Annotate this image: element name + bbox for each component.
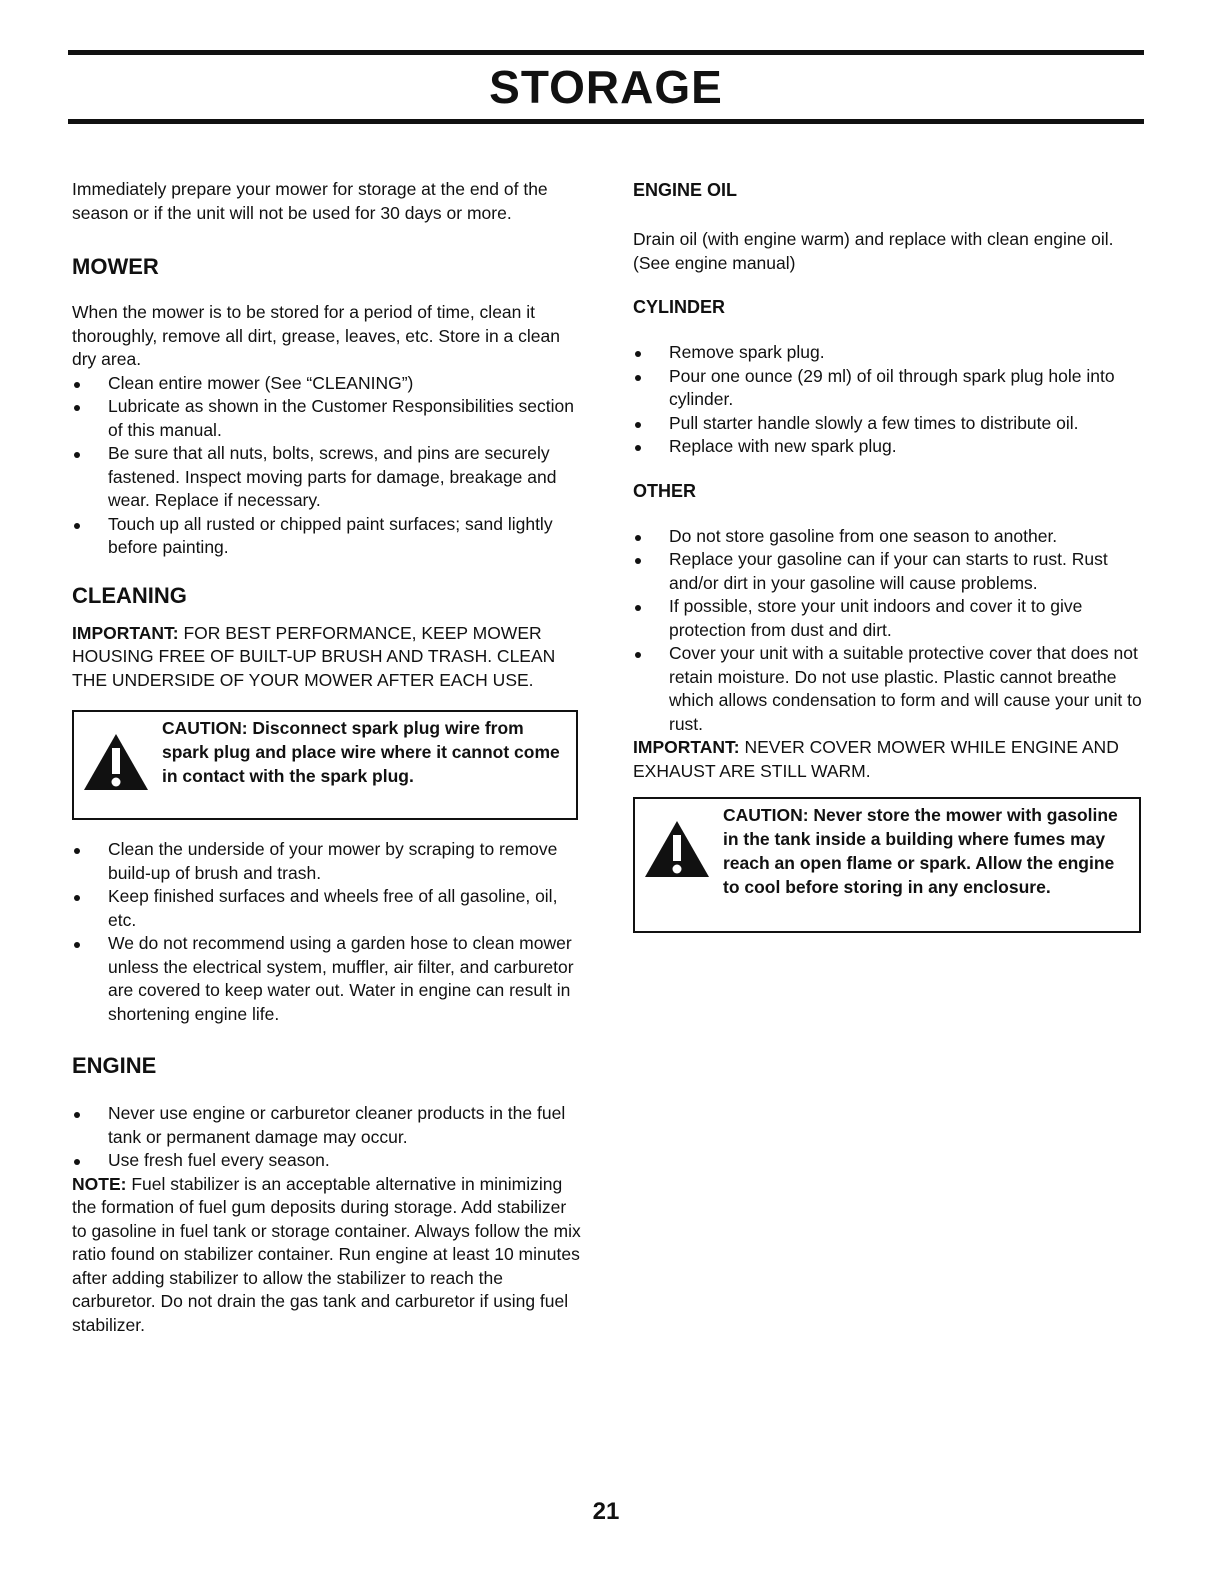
list-item: Remove spark plug. bbox=[633, 341, 1145, 365]
note-text: Fuel stabilizer is an acceptable alternative in minimizing the formation of fuel gum deposits during storage. Add stabilizer to gasoline in fuel tank or storage container. Always follow the mix ratio found on stabilizer container. Run engine at least 10 minutes after adding stabilizer to allow the stabilizer to reach the carburetor. Do not drain the gas tank and carburetor if using fuel stabilizer. bbox=[72, 1173, 581, 1335]
important-text: NEVER COVER MOWER WHILE ENGINE AND EXHAUST ARE STILL WARM. bbox=[633, 737, 1119, 781]
mower-heading: MOWER bbox=[72, 254, 159, 279]
cleaning-heading: CLEANING bbox=[72, 582, 187, 608]
engine-oil-heading: ENGINE OIL bbox=[633, 180, 738, 200]
page-title: STORAGE bbox=[489, 61, 723, 113]
warning-triangle-icon bbox=[643, 803, 723, 886]
list-item: Replace with new spark plug. bbox=[633, 435, 1145, 459]
engine-list bbox=[72, 1102, 582, 1173]
important-label: IMPORTANT: bbox=[633, 737, 740, 757]
list-item: Pour one ounce (29 ml) of oil through spark plug hole into cylinder. bbox=[633, 365, 1145, 412]
list-item: We do not recommend using a garden hose to clean mower unless the electrical system, muffler, air filter, and carburetor are covered to keep water out. Water in engine can result in shortening engine life. bbox=[72, 932, 582, 1026]
other-heading: OTHER bbox=[633, 480, 696, 501]
important-text: FOR BEST PERFORMANCE, KEEP MOWER HOUSING FREE OF BUILT-UP BRUSH AND TRASH. CLEAN THE UNDERSIDE OF YOUR MOWER AFTER EACH USE. bbox=[72, 622, 556, 690]
list-item: Touch up all rusted or chipped paint surfaces; sand lightly before painting. bbox=[72, 513, 582, 560]
caution-box-gasoline bbox=[633, 797, 1141, 933]
note-label: NOTE: bbox=[72, 1173, 127, 1194]
list-item: Do not store gasoline from one season to another. bbox=[633, 525, 1145, 549]
cleaning-important bbox=[72, 622, 582, 693]
list-item: Be sure that all nuts, bolts, screws, and pins are securely fastened. Inspect moving parts for damage, breakage and wear. Replace if necessary. bbox=[72, 442, 582, 513]
list-item: Clean the underside of your mower by scraping to remove build-up of brush and trash. bbox=[72, 838, 582, 885]
cleaning-list bbox=[72, 838, 582, 1026]
cylinder-heading: CYLINDER bbox=[633, 297, 726, 317]
important-label: IMPORTANT: bbox=[72, 622, 179, 643]
engine-oil-paragraph: Drain oil (with engine warm) and replace with clean engine oil. (See engine manual) bbox=[633, 229, 1114, 273]
other-important bbox=[633, 736, 1145, 783]
list-item: Replace your gasoline can if your can starts to rust. Rust and/or dirt in your gasoline will cause problems. bbox=[633, 548, 1145, 595]
list-item: Use fresh fuel every season. bbox=[72, 1149, 582, 1173]
right-column bbox=[633, 178, 1145, 933]
engine-heading: ENGINE bbox=[72, 1053, 157, 1078]
list-item: Pull starter handle slowly a few times to distribute oil. bbox=[633, 412, 1145, 436]
mower-list bbox=[72, 372, 582, 560]
list-item: Never use engine or carburetor cleaner products in the fuel tank or permanent damage may occur. bbox=[72, 1102, 582, 1149]
caution-box-spark-plug bbox=[72, 710, 578, 820]
caution-text: CAUTION: Disconnect spark plug wire from spark plug and place wire where it cannot come in contact with the spark plug. bbox=[162, 718, 560, 786]
left-column bbox=[72, 178, 582, 1337]
other-list bbox=[633, 525, 1145, 737]
page-header bbox=[68, 50, 1144, 124]
caution-text: CAUTION: Never store the mower with gasoline in the tank inside a building where fumes may reach an open flame or spark. Allow the engine to cool before storing in any enclosure. bbox=[723, 805, 1118, 897]
list-item: If possible, store your unit indoors and cover it to give protection from dust and dirt. bbox=[633, 595, 1145, 642]
list-item: Keep finished surfaces and wheels free of all gasoline, oil, etc. bbox=[72, 885, 582, 932]
intro-paragraph: Immediately prepare your mower for storage at the end of the season or if the unit will not be used for 30 days or more. bbox=[72, 179, 548, 223]
list-item: Clean entire mower (See “CLEANING”) bbox=[72, 372, 582, 396]
list-item: Lubricate as shown in the Customer Responsibilities section of this manual. bbox=[72, 395, 582, 442]
list-item: Cover your unit with a suitable protective cover that does not retain moisture. Do not use plastic. Plastic cannot breathe which allows condensation to form and will cause your unit to rust. bbox=[633, 642, 1145, 736]
page-number: 21 bbox=[592, 1498, 620, 1525]
cylinder-list bbox=[633, 341, 1145, 459]
warning-triangle-icon bbox=[82, 716, 162, 799]
engine-note bbox=[72, 1173, 582, 1338]
mower-paragraph: When the mower is to be stored for a period of time, clean it thoroughly, remove all dirt, grease, leaves, etc. Store in a clean dry area. bbox=[72, 302, 560, 369]
